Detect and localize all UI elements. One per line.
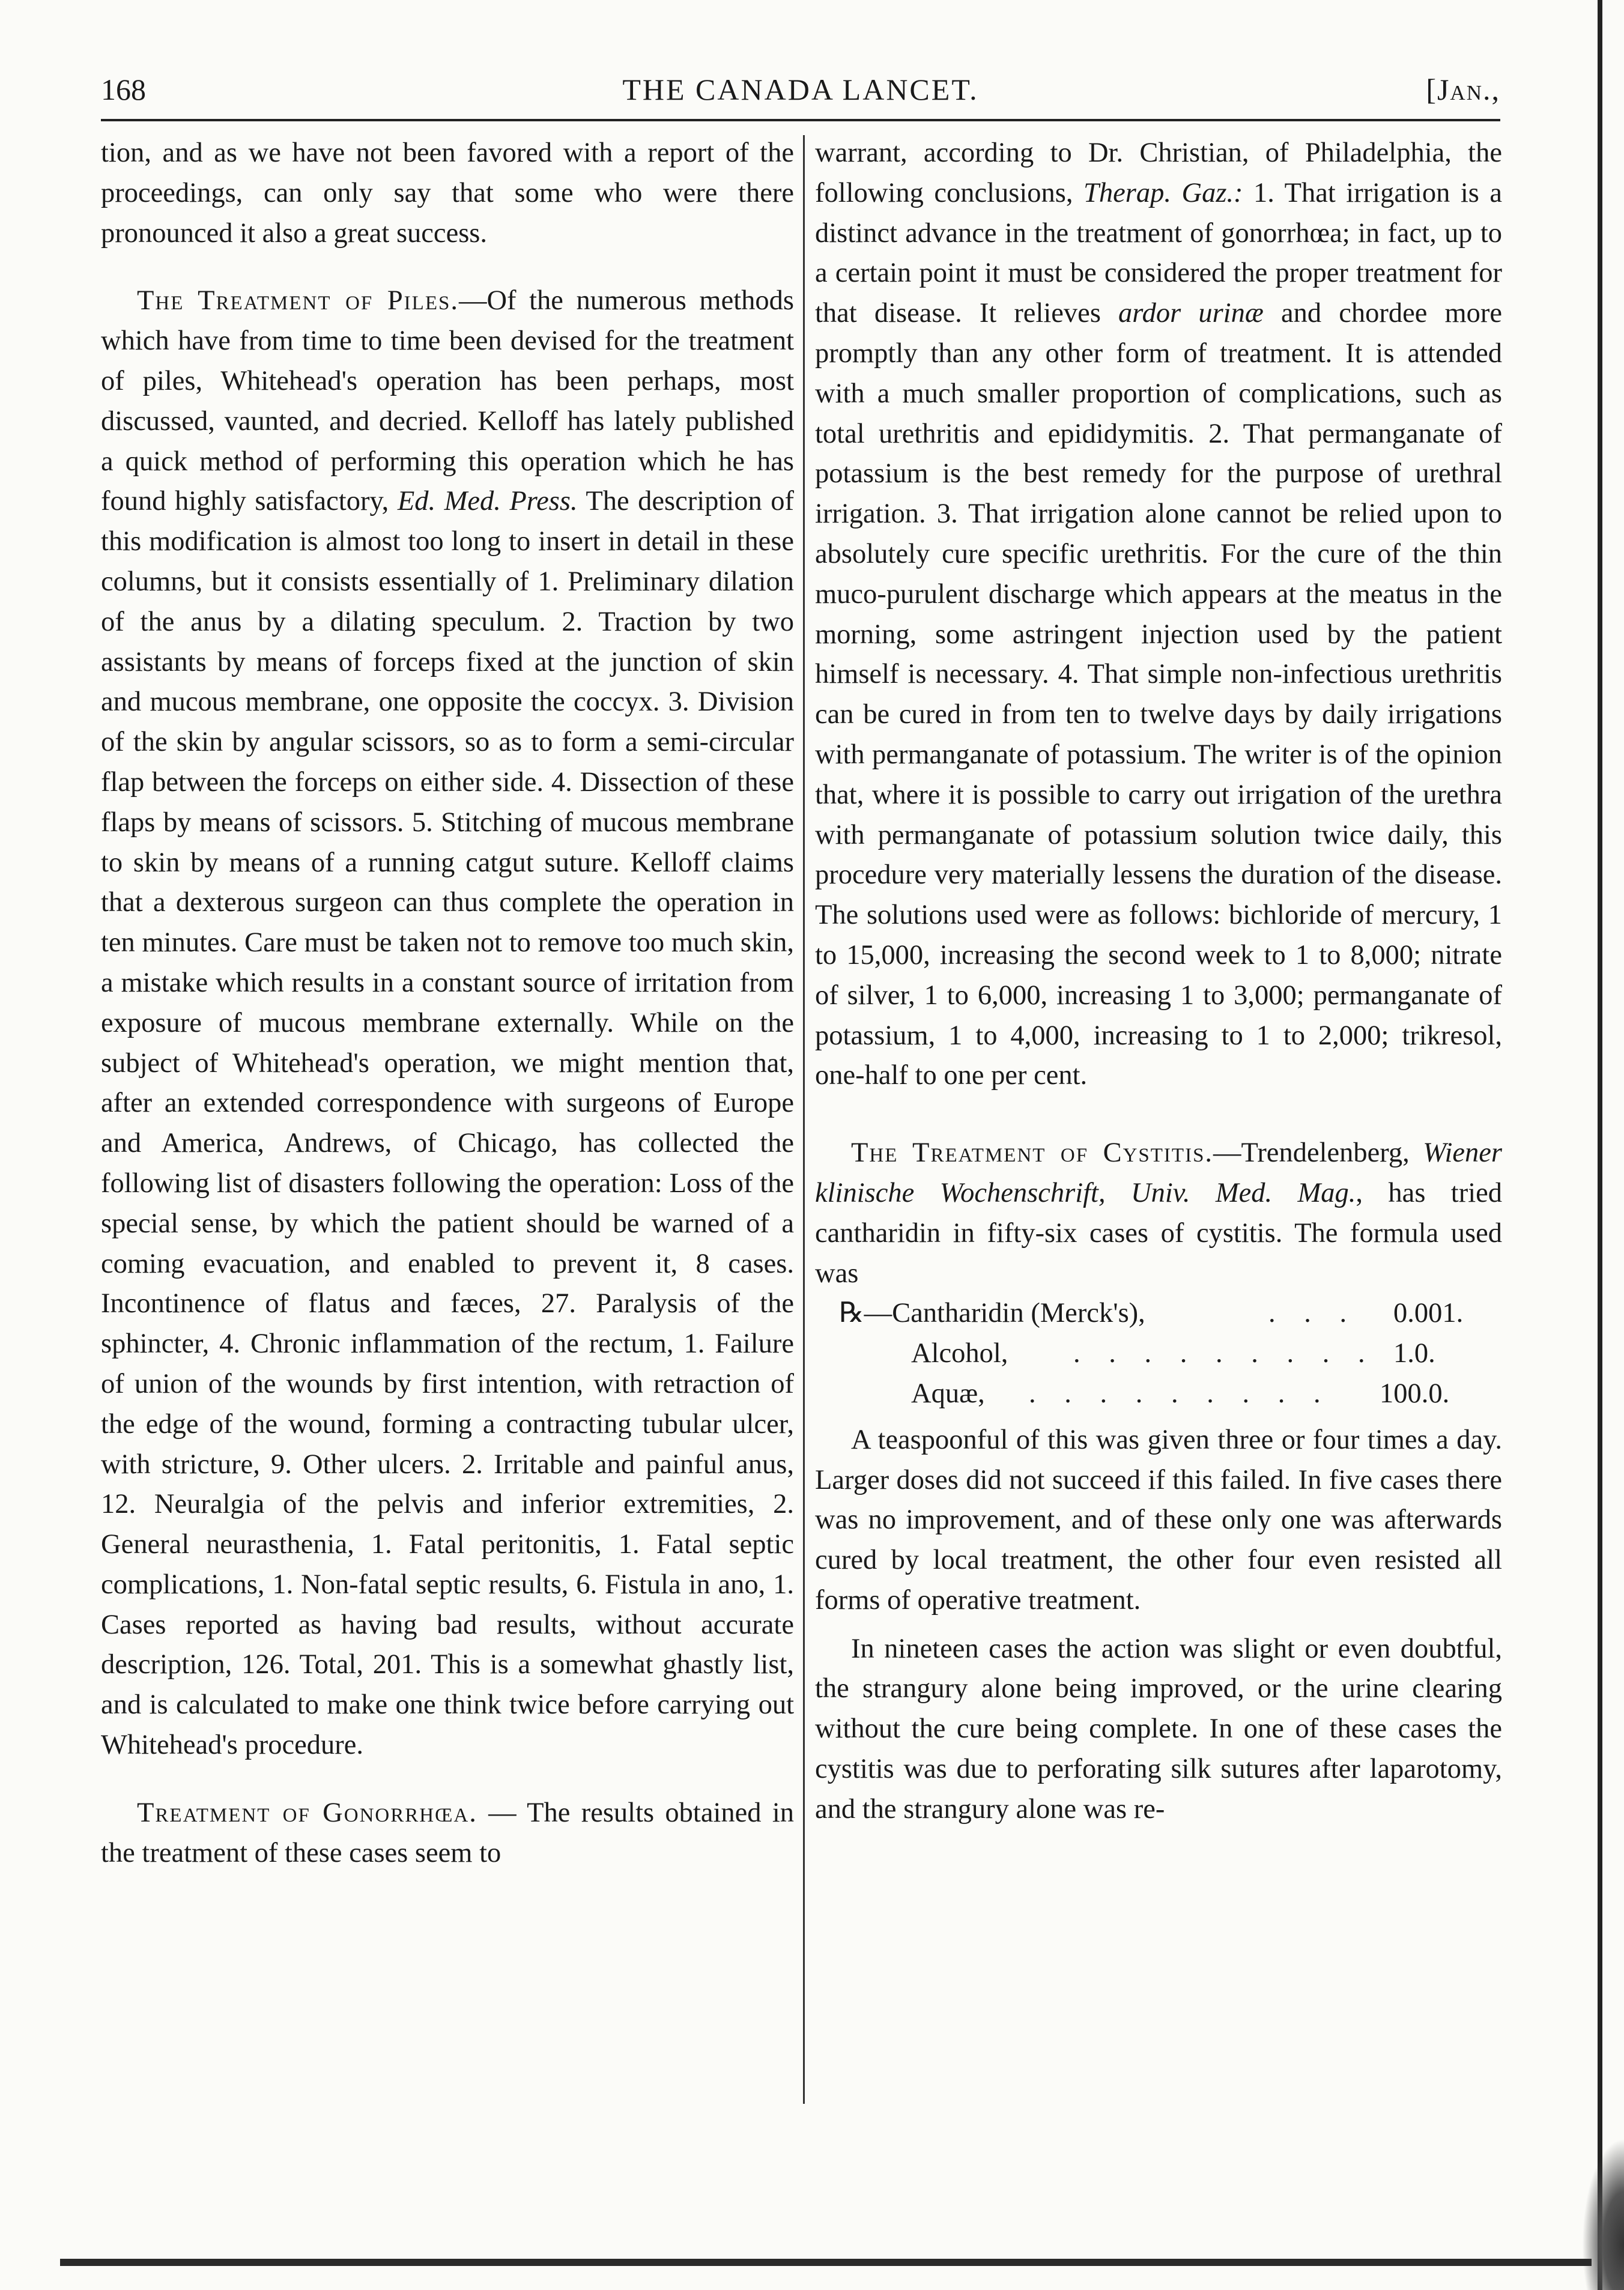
formula-row bbox=[815, 1374, 1502, 1414]
formula-quantity: 1.0. bbox=[1393, 1338, 1435, 1369]
formula-leader: . . . . . . . . . bbox=[1029, 1378, 1332, 1409]
gonorrhoea-continued bbox=[815, 133, 1502, 1096]
formula-ingredient: Alcohol, bbox=[911, 1338, 1008, 1369]
cystitis-heading: The Treatment of Cystitis. bbox=[851, 1137, 1214, 1169]
piles-citation: Ed. Med. Press. bbox=[397, 486, 578, 517]
column-rule bbox=[803, 135, 805, 2104]
page-edge-right bbox=[1598, 0, 1602, 2290]
running-head bbox=[101, 72, 1500, 120]
formula-leader: . . . bbox=[1268, 1298, 1358, 1329]
formula-quantity: 100.0. bbox=[1380, 1378, 1450, 1409]
continued-paragraph: tion, and as we have not been favored with a report of the proceedings, can only say that some who were there pronounced it also a great success. bbox=[101, 138, 794, 249]
cystitis-paragraph-3: In nineteen cases the action was slight or even doubtful, the strangury alone being improved, or the urine clearing without the cure being complete. In one of these cases the cystitis was due to perforating silk sutures after laparotomy, and the strangury alone was re- bbox=[815, 1633, 1502, 1825]
piles-body-2: The description of this modification is almost too long to insert in detail in these columns, but it consists essentially of 1. Preliminary dilation of the anus by a dilating speculum. 2. Traction by two assistants by means of forceps fixed at the junction of skin and mucous membrane, one opposite the coccyx. 3. Division of the skin by angular scissors, so as to form a semi-circular flap between the forceps on either side. 4. Dissection of these flaps by means of scissors. 5. Stitching of mucous membrane to skin by means of a running catgut suture. Kelloff claims that a dexterous surgeon can thus complete the operation in ten minutes. Care must be taken not to remove too much skin, a mistake which results in a constant source of irritation from exposure of mucous membrane externally. While on the subject of Whitehead's operation, we might mention that, after an extended correspondence with surgeons of Europe and America, Andrews, of Chicago, has collected the following list of disasters following the operation: Loss of the special sense, by which the patient should be warned of a coming evacuation, and enabled to prevent it, 8 cases. Incontinence of flatus and fæces, 27. Paralysis of the sphincter, 4. Chronic inflammation of the rectum, 1. Failure of union of the wounds by first intention, with retraction of the edge of the wound, forming a contracting tubular ulcer, with stricture, 9. Other ulcers. 2. Irritable and painful anus, 12. Neuralgia of the pelvis and inferior extremities, 2. General neurasthenia, 1. Fatal peritonitis, 1. Fatal septic complications, 1. Non-fatal septic results, 6. Fistula in ano, 1. Cases reported as having bad results, without accurate description, 126. Total, 201. This is a somewhat ghastly list, and is calculated to make one think twice before carrying out Whitehead's procedure. bbox=[101, 486, 795, 1761]
formula-ingredient: ℞—Cantharidin (Merck's), bbox=[839, 1298, 1145, 1329]
cystitis-body-1: —Trendelenberg, bbox=[1213, 1137, 1423, 1169]
formula-quantity: 0.001. bbox=[1393, 1298, 1464, 1329]
piles-body-1: —Of the numerous methods which have from time to time been devised for the treatment of piles, Whitehead's operation has been perhaps, most discussed, vaunted, and decried. Kelloff has lately published a quick method of performing this operation which he has found highly satisfactory, bbox=[101, 285, 794, 517]
cystitis-paragraph-2: A teaspoonful of this was given three or four times a day. Larger doses did not succeed if this failed. In five cases there was no improvement, and of these only one was afterwards cured by local treatment, the other four even resisted all forms of operative treatment. bbox=[815, 1424, 1502, 1616]
cystitis-body-2: , has tried cantharidin in fifty-six cases of cystitis. The formula used was bbox=[815, 1177, 1502, 1289]
formula-row bbox=[815, 1294, 1502, 1334]
page-edge-shadow bbox=[1582, 2138, 1624, 2290]
gonorrhoea-citation: Therap. Gaz.: bbox=[1083, 177, 1243, 208]
cystitis-article bbox=[815, 1133, 1502, 1294]
gonorrhoea-cont-body-1: warrant, according to Dr. Christian, of Philadelphia, the following conclusions, bbox=[815, 138, 1502, 208]
formula-leader: . . . . . . . . . bbox=[1073, 1338, 1376, 1369]
piles-heading: The Treatment of Piles. bbox=[137, 285, 459, 317]
page-number: 168 bbox=[101, 73, 146, 106]
latin-term: ardor urinæ bbox=[1118, 298, 1264, 329]
piles-article bbox=[101, 281, 794, 1765]
right-column bbox=[815, 133, 1502, 1830]
page-edge-bottom bbox=[60, 2259, 1592, 2266]
gonorrhoea-body: — The results obtained in the treatment of these cases seem to bbox=[101, 1797, 794, 1868]
gonorrhoea-cont-body-3: and chordee more promptly than any other form of treatment. It is attended with a much smaller proportion of complications, such as total urethritis and epididymitis. 2. That permanganate of potassium is the best remedy for the purpose of urethral irrigation. 3. That irrigation alone cannot be relied upon to absolutely cure specific urethritis. For the cure of the thin muco-purulent discharge which appears at the meatus in the morning, some astringent injection used by the patient himself is necessary. 4. That simple non-infectious urethritis can be cured in from ten to twelve days by daily irrigations with permanganate of potassium. The writer is of the opinion that, where it is possible to carry out irrigation of the urethra with permanganate of potassium solution twice daily, this procedure very materially lessens the duration of the disease. The solutions used were as follows: bichloride of mercury, 1 to 15,000, increasing the second week to 1 to 8,000; nitrate of silver, 1 to 6,000, increasing 1 to 3,000; permanganate of potassium, 1 to 4,000, increasing to 1 to 2,000; trikresol, one-half to one per cent. bbox=[815, 298, 1503, 1091]
issue-date: [Jan., bbox=[1426, 73, 1500, 106]
prescription-formula bbox=[815, 1294, 1502, 1414]
cystitis-citation: Wiener klinische Wochenschrift, Univ. Med. Mag. bbox=[815, 1137, 1502, 1208]
header-rule bbox=[101, 119, 1500, 121]
journal-title: THE CANADA LANCET. bbox=[622, 73, 979, 106]
formula-row bbox=[815, 1334, 1502, 1374]
gonorrhoea-heading: Treatment of Gonorrhœa. bbox=[137, 1797, 477, 1828]
gonorrhoea-article bbox=[101, 1793, 794, 1874]
formula-ingredient: Aquæ, bbox=[911, 1378, 985, 1409]
gonorrhoea-cont-body-2: 1. That irrigation is a distinct advance in the treatment of gonorrhœa; in fact, up to a certain point it must be considered the proper treatment for that disease. It relieves bbox=[815, 177, 1502, 329]
left-column bbox=[101, 133, 794, 1873]
